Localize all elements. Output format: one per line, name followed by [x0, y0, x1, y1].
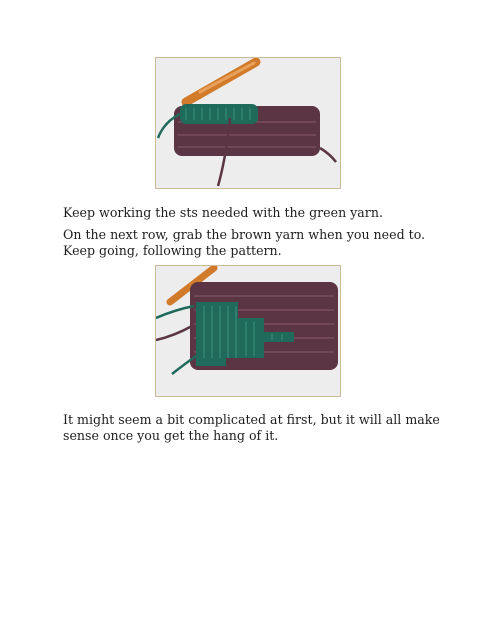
paragraph-1: Keep working the sts needed with the green yarn.	[63, 205, 383, 220]
crochet-photo-2-illustration	[156, 266, 340, 396]
crochet-photo-1	[155, 57, 341, 189]
paragraph-2: On the next row, grab the brown yarn when you need to. Keep going, following the pattern.	[63, 227, 426, 258]
paragraph-3: It might seem a bit complicated at first, but it will all make sense once you get the hang of it.	[63, 412, 440, 443]
crochet-photo-1-illustration	[156, 58, 340, 188]
crochet-photo-2	[155, 265, 341, 397]
